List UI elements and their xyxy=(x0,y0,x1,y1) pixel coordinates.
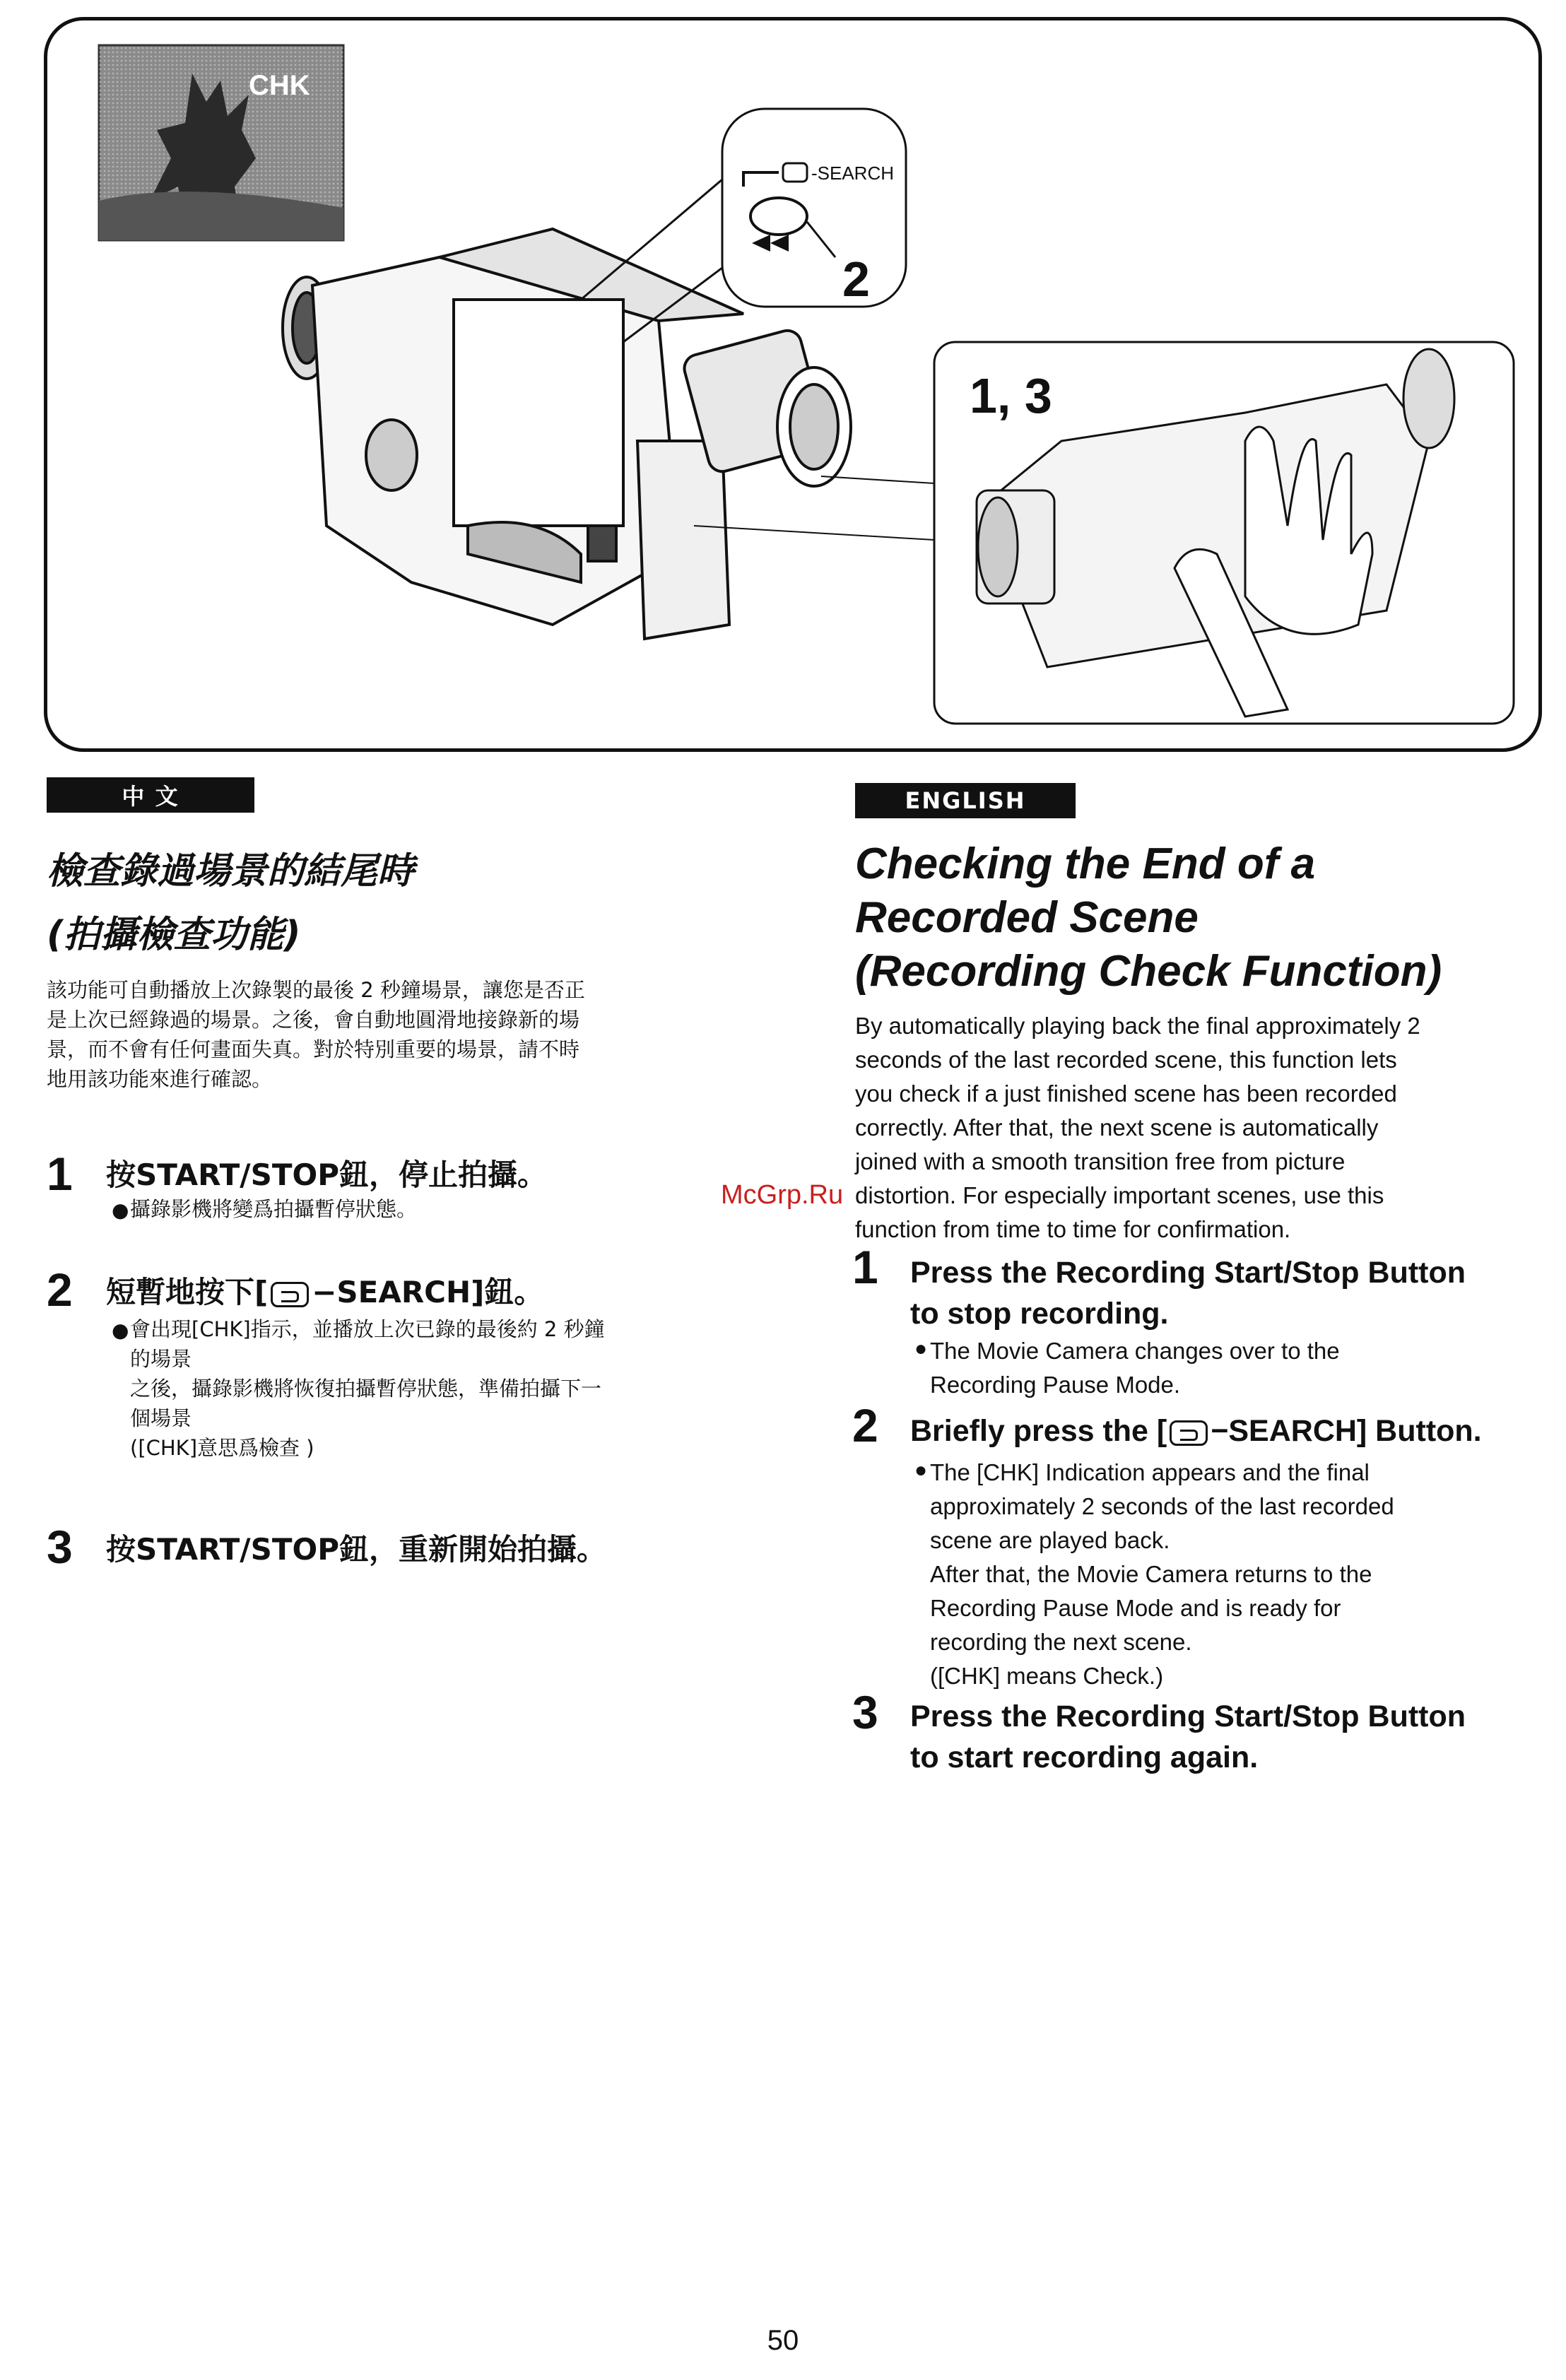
chinese-title-line2: (拍攝檢查功能) xyxy=(47,914,301,956)
monitor-screen-thumbnail xyxy=(99,45,343,240)
bullet-icon: ● xyxy=(112,1319,129,1342)
english-step-1-number: 1 xyxy=(852,1241,878,1293)
bullet-icon: ● xyxy=(914,1337,928,1360)
english-step-1-title: Press the Recording Start/Stop Button to stop recording. xyxy=(910,1256,1466,1331)
chinese-step-3-number: 3 xyxy=(47,1521,73,1573)
chinese-step-2-notes: 會出現[CHK]指示，並播放上次已錄的最後約 2 秒鐘 的場景 之後，攝錄影機將恢復拍攝暫停狀態，準備拍攝下一 個場景 ([CHK]意思爲檢查 ) xyxy=(130,1317,605,1460)
english-title: Checking the End of a Recorded Scene (Recording Check Function) xyxy=(855,840,1442,996)
camcorder-illustration xyxy=(44,17,1542,752)
english-step-2-number: 2 xyxy=(852,1399,878,1451)
bullet-icon: ● xyxy=(914,1459,928,1482)
svg-text:1, 3: 1, 3 xyxy=(970,368,1052,423)
chinese-step-3-title: 按START/STOP鈕，重新開始拍攝。 xyxy=(106,1532,606,1567)
english-step-3-number: 3 xyxy=(852,1686,878,1738)
english-section-tag: ENGLISH xyxy=(855,783,1076,818)
svg-text:2: 2 xyxy=(842,252,870,307)
page-number: 50 xyxy=(767,2325,799,2356)
english-step-3-title: Press the Recording Start/Stop Button to start recording again. xyxy=(910,1699,1466,1774)
english-step-1-notes: The Movie Camera changes over to the Recording Pause Mode. xyxy=(930,1338,1340,1398)
chinese-intro: 該功能可自動播放上次錄製的最後 2 秒鐘場景，讓您是否正 是上次已經錄過的場景。之後，會自動地圓滑地接錄新的場 景，而不會有任何畫面失真。對於特別重要的場景，請不時 地用該功能來進行確認。 xyxy=(47,978,585,1091)
english-intro: By automatically playing back the final approximately 2 seconds of the last recorded scene, this function lets you check if a just finished scene has been recorded correctly. After that, the next scene is automatically joined with a smooth transition free from picture distortion. For especially important scenes, use this function from time to time for confirmation. xyxy=(855,1013,1420,1242)
chinese-step-1-number: 1 xyxy=(47,1148,73,1200)
chinese-step-2-title: 短暫地按下[ −SEARCH]鈕。 xyxy=(106,1275,544,1309)
english-step-2-title: Briefly press the [ −SEARCH] Button. xyxy=(910,1414,1482,1448)
chinese-step-2-number: 2 xyxy=(47,1263,73,1316)
search-icon xyxy=(1170,1420,1208,1446)
chinese-section-tag: 中 文 xyxy=(47,777,254,813)
chinese-step-1-note: 攝錄影機將變爲拍攝暫停狀態。 xyxy=(130,1197,418,1221)
search-icon xyxy=(783,163,807,182)
chk-badge: CHK xyxy=(249,70,310,101)
chinese-step-1-title: 按START/STOP鈕，停止拍攝。 xyxy=(106,1157,547,1192)
watermark: McGrp.Ru xyxy=(721,1180,844,1210)
svg-text:-SEARCH: -SEARCH xyxy=(811,163,895,184)
english-step-2-notes: The [CHK] Indication appears and the final approximately 2 seconds of the last recorded scene are played back. After that, the Movie Camera returns to the Recording Pause Mode and is ready for recording the next scene. ([CHK] means Check.) xyxy=(930,1459,1394,1689)
bullet-icon: ● xyxy=(112,1198,129,1222)
search-button-callout xyxy=(722,109,906,307)
search-icon xyxy=(271,1282,309,1307)
chinese-title-line1: 檢查錄過場景的結尾時 xyxy=(47,850,415,892)
